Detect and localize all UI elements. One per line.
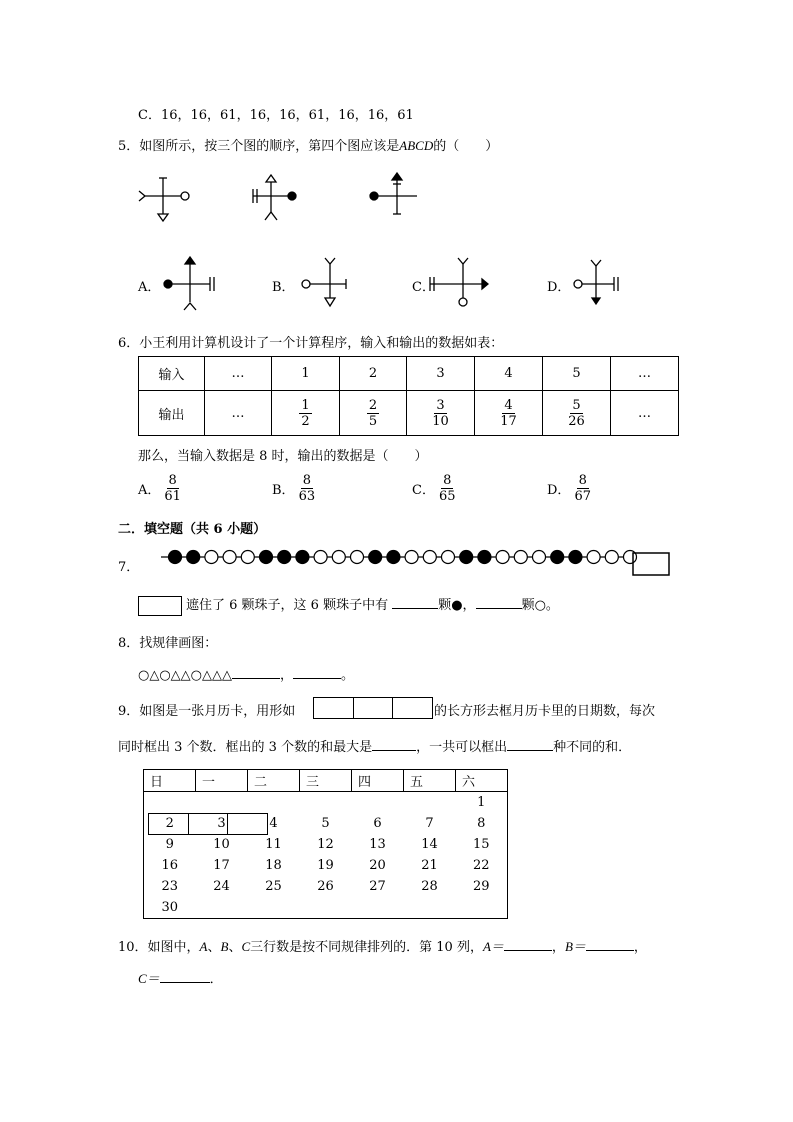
q9-line-1b: 的长方形去框月历卡里的日期数，每次 xyxy=(434,704,656,719)
q6-io-table xyxy=(138,356,679,436)
denominator: 5 xyxy=(368,413,378,429)
date-cell: 27 xyxy=(369,879,386,894)
denominator: 61 xyxy=(164,489,181,504)
q5-option-b-label: B． xyxy=(272,280,295,295)
q8-pattern-line xyxy=(138,664,354,683)
option-a-figure xyxy=(164,257,214,310)
numerator: 8 xyxy=(578,473,587,488)
input-cell: 4 xyxy=(475,357,543,391)
option-b-figure xyxy=(302,258,346,306)
black-bead xyxy=(569,551,582,564)
output-label: 输出 xyxy=(139,391,205,436)
calendar-week-row xyxy=(144,855,508,876)
white-bead xyxy=(241,551,254,564)
date-cell xyxy=(404,897,456,919)
date-cell xyxy=(196,792,248,814)
choice-label: C． xyxy=(412,483,435,498)
q9-line-2 xyxy=(118,736,631,755)
cover-box xyxy=(138,596,182,616)
q10-line-2 xyxy=(138,968,223,987)
q5-option-figures xyxy=(158,254,628,314)
q5-option-a-label: A． xyxy=(138,280,161,295)
white-bead xyxy=(423,551,436,564)
output-cell xyxy=(272,391,340,436)
q7-text: 颗○。 xyxy=(521,598,559,613)
white-bead xyxy=(351,551,364,564)
q6-question: 那么，当输入数据是 8 时，输出的数据是（ ） xyxy=(138,449,428,464)
date-cell: 5 xyxy=(321,816,330,831)
white-bead xyxy=(587,551,600,564)
white-bead xyxy=(405,551,418,564)
date-cell xyxy=(300,897,352,919)
date-cell: 23 xyxy=(161,879,179,894)
black-bead xyxy=(278,551,291,564)
input-cell: 3 xyxy=(407,357,475,391)
choice-label: A． xyxy=(138,483,161,498)
date-cell: 11 xyxy=(265,837,282,852)
input-cell: 2 xyxy=(340,357,407,391)
date-cell: 9 xyxy=(165,837,174,852)
ellipsis-cell: … xyxy=(611,391,679,436)
q5-sequence-figures xyxy=(135,170,435,230)
calendar-frame-example xyxy=(148,813,268,835)
q10-a-eq: A＝ xyxy=(482,939,504,954)
weekday: 六 xyxy=(456,770,508,792)
numerator: 8 xyxy=(443,473,452,488)
choice-label: D． xyxy=(547,483,571,498)
q5-option-d-label: D． xyxy=(547,280,571,295)
q10-c-eq: C＝ xyxy=(138,971,160,986)
date-cell: 7 xyxy=(425,816,434,831)
q10-text: 10．如图中， xyxy=(118,940,200,955)
q9-calendar xyxy=(143,769,508,919)
q4-option-c: C．16，16，61，16，16，61，16，16，61 xyxy=(138,108,414,123)
calendar-week-row xyxy=(144,876,508,897)
q8-stem: 8．找规律画图： xyxy=(118,636,218,651)
q6-stem: 6．小王利用计算机设计了一个计算程序，输入和输出的数据如表： xyxy=(118,336,504,351)
date-cell: 18 xyxy=(265,858,282,873)
q6-choice-d xyxy=(547,473,593,504)
white-bead xyxy=(605,551,618,564)
fraction xyxy=(162,473,183,504)
q9-text: ，一共可以框出 xyxy=(416,740,508,755)
numerator: 4 xyxy=(504,397,513,413)
q9-line-1a: 9．如图是一张月历卡，用形如 xyxy=(118,704,296,719)
weekday: 五 xyxy=(404,770,456,792)
q7-blank-white[interactable] xyxy=(476,596,522,609)
white-bead xyxy=(514,551,527,564)
black-bead xyxy=(387,551,400,564)
numerator: 3 xyxy=(436,397,445,413)
calendar-week-row xyxy=(144,792,508,814)
q5-option-c-label: C． xyxy=(412,280,435,295)
date-cell: 25 xyxy=(265,879,282,894)
fraction xyxy=(299,398,311,429)
date-cell: 28 xyxy=(421,879,438,894)
section-2-heading: 二．填空题（共 6 小题） xyxy=(118,522,267,537)
black-bead xyxy=(478,551,491,564)
date-cell xyxy=(456,897,508,919)
date-cell: 24 xyxy=(213,879,230,894)
output-cell xyxy=(407,391,475,436)
black-bead xyxy=(369,551,382,564)
weekday: 日 xyxy=(144,770,196,792)
date-cell: 3 xyxy=(217,816,226,831)
output-cell xyxy=(475,391,543,436)
figure-1 xyxy=(139,178,189,221)
q6-output-row xyxy=(139,391,679,436)
black-bead xyxy=(260,551,273,564)
fraction xyxy=(297,473,318,504)
q10-var-b: B xyxy=(220,939,229,954)
q5-abcd: ABCD xyxy=(399,138,434,153)
q8-pattern: ○△○△△○△△△ xyxy=(138,668,233,683)
q10-blank-b[interactable] xyxy=(586,938,634,951)
date-cell: 8 xyxy=(477,816,486,831)
date-cell xyxy=(248,897,300,919)
q6-input-row xyxy=(139,357,679,391)
date-cell: 10 xyxy=(213,837,230,852)
denominator: 63 xyxy=(298,489,316,504)
white-bead xyxy=(332,551,345,564)
black-bead xyxy=(187,551,200,564)
q10-text: 、 xyxy=(228,940,242,955)
ellipsis-cell: … xyxy=(205,357,272,391)
date-cell xyxy=(352,792,404,814)
white-bead xyxy=(223,551,236,564)
black-bead xyxy=(169,551,182,564)
weekday: 三 xyxy=(300,770,352,792)
q7-blank-black[interactable] xyxy=(392,596,438,609)
date-cell xyxy=(144,792,196,814)
weekday: 二 xyxy=(248,770,300,792)
numerator: 1 xyxy=(301,397,310,413)
ellipsis-cell: … xyxy=(205,391,272,436)
q5-stem xyxy=(118,135,498,154)
figure-3 xyxy=(370,173,417,214)
denominator: 10 xyxy=(432,413,449,429)
date-cell: 6 xyxy=(373,816,382,831)
white-bead xyxy=(442,551,455,564)
white-bead xyxy=(314,551,327,564)
calendar-week-row xyxy=(144,897,508,919)
q10-b-eq: B＝ xyxy=(564,939,586,954)
q10-blank-c[interactable] xyxy=(160,970,210,983)
black-bead xyxy=(551,551,564,564)
fraction xyxy=(367,398,379,429)
calendar-week-row xyxy=(144,834,508,855)
date-cell xyxy=(196,897,248,919)
white-bead xyxy=(496,551,509,564)
q7-text: 颗●， xyxy=(438,598,476,613)
denominator: 26 xyxy=(568,413,585,429)
white-bead xyxy=(533,551,546,564)
q9-blank-count[interactable] xyxy=(507,738,553,751)
date-cell: 12 xyxy=(317,837,334,852)
fraction xyxy=(566,398,587,429)
input-cell: 1 xyxy=(272,357,340,391)
date-cell: 14 xyxy=(421,837,438,852)
denominator: 65 xyxy=(438,489,456,504)
q9-text: 同时框出 3 个数．框出的 3 个数的和最大是 xyxy=(118,740,373,755)
cover-box xyxy=(633,553,669,575)
date-cell: 21 xyxy=(421,858,438,873)
numerator: 5 xyxy=(572,397,581,413)
numerator: 8 xyxy=(302,473,311,488)
denominator: 67 xyxy=(574,489,591,504)
date-cell: 17 xyxy=(213,858,230,873)
black-bead xyxy=(296,551,309,564)
date-cell xyxy=(248,792,300,814)
date-cell: 20 xyxy=(369,858,386,873)
q10-text: ． xyxy=(209,972,223,987)
q10-var-c: C xyxy=(241,939,251,954)
fraction xyxy=(572,473,593,504)
date-cell: 4 xyxy=(269,816,278,831)
q6-choice-a xyxy=(138,473,183,504)
date-cell xyxy=(352,897,404,919)
output-cell xyxy=(340,391,407,436)
option-c-figure xyxy=(430,258,488,306)
date-cell: 1 xyxy=(477,795,486,810)
output-cell xyxy=(543,391,611,436)
ellipsis-cell: … xyxy=(611,357,679,391)
white-bead xyxy=(205,551,218,564)
option-d-figure xyxy=(574,260,618,304)
calendar-header-row xyxy=(144,770,508,792)
q10-blank-a[interactable] xyxy=(504,938,552,951)
q5-prefix: 5．如图所示，按三个图的顺序，第四个图应该是 xyxy=(118,139,400,154)
numerator: 2 xyxy=(368,397,378,413)
choice-label: B． xyxy=(272,483,295,498)
date-cell: 16 xyxy=(161,858,179,873)
q10-text: 、 xyxy=(207,940,221,955)
q5-suffix: 的（ ） xyxy=(433,139,499,154)
input-cell: 5 xyxy=(543,357,611,391)
q10-line-1 xyxy=(118,936,647,955)
date-cell: 22 xyxy=(472,858,490,873)
q7-number: 7． xyxy=(118,560,140,575)
q10-text: ， xyxy=(551,940,565,955)
q8-comma: ， xyxy=(280,668,294,683)
q9-frame-shape xyxy=(313,697,433,719)
black-bead xyxy=(460,551,473,564)
input-label: 输入 xyxy=(139,357,205,391)
weekday: 一 xyxy=(196,770,248,792)
q8-blank-1[interactable] xyxy=(232,666,280,679)
fraction xyxy=(498,398,519,429)
weekday: 四 xyxy=(352,770,404,792)
figure-2 xyxy=(253,175,296,220)
q7-answer-line xyxy=(138,594,559,616)
fraction xyxy=(437,473,458,504)
date-cell xyxy=(300,792,352,814)
q6-choice-b xyxy=(272,473,317,504)
date-cell: 15 xyxy=(472,837,490,852)
denominator: 17 xyxy=(500,413,517,429)
q6-choice-c xyxy=(412,473,458,504)
date-cell: 26 xyxy=(317,879,334,894)
date-cell: 29 xyxy=(472,879,490,894)
q9-blank-max[interactable] xyxy=(372,738,416,751)
date-cell: 19 xyxy=(317,858,334,873)
q8-blank-2[interactable] xyxy=(293,666,341,679)
q10-text: ， xyxy=(633,940,647,955)
numerator: 8 xyxy=(168,473,177,488)
q10-text: 三行数是按不同规律排列的．第 10 列， xyxy=(250,940,483,955)
denominator: 2 xyxy=(301,413,310,429)
fraction xyxy=(430,398,451,429)
date-cell: 2 xyxy=(165,816,174,831)
date-cell: 30 xyxy=(161,900,179,915)
q8-period: 。 xyxy=(341,668,355,683)
q7-text: 遮住了 6 颗珠子，这 6 颗珠子中有 xyxy=(186,598,389,613)
q10-var-a: A xyxy=(199,939,208,954)
q9-text: 种不同的和． xyxy=(553,740,632,755)
date-cell: 13 xyxy=(369,837,386,852)
date-cell xyxy=(404,792,456,814)
q7-bead-string xyxy=(155,546,675,578)
